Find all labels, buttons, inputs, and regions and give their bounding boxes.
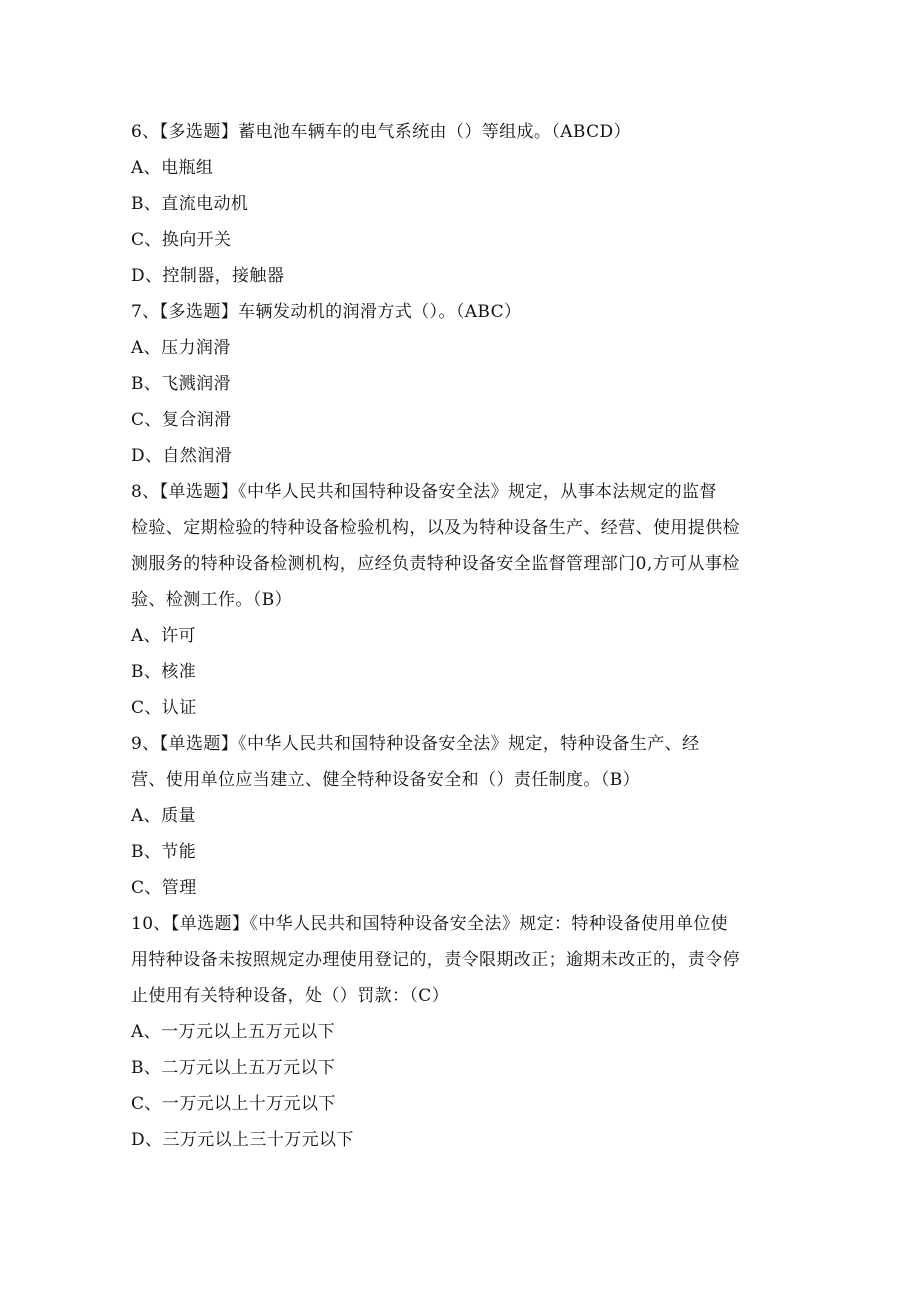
question-stem: 7、【多选题】车辆发动机的润滑方式（）。（ABC） <box>131 302 522 322</box>
question-stem-line-1: 8、【单选题】《中华人民共和国特种设备安全法》规定，从事本法规定的监督 <box>131 482 717 502</box>
option-d: D、自然润滑 <box>131 446 233 466</box>
question-stem-line-3: 止使用有关特种设备，处（）罚款：（C） <box>131 986 450 1006</box>
option-c: C、换向开关 <box>131 230 232 250</box>
question-stem-line-2: 营、使用单位应当建立、健全特种设备安全和（）责任制度。（B） <box>131 770 640 790</box>
option-a: A、一万元以上五万元以下 <box>131 1022 336 1042</box>
option-c: C、管理 <box>131 878 197 898</box>
question-6 <box>131 114 791 294</box>
option-d: D、三万元以上三十万元以下 <box>131 1130 354 1150</box>
question-stem-line-3: 测服务的特种设备检测机构，应经负责特种设备安全监督管理部门0,方可从事检 <box>131 554 740 574</box>
option-b: B、直流电动机 <box>131 194 249 214</box>
question-stem-line-2: 检验、定期检验的特种设备检验机构，以及为特种设备生产、经营、使用提供检 <box>131 518 740 538</box>
option-b: B、节能 <box>131 842 197 862</box>
question-list <box>131 114 791 1158</box>
option-a: A、质量 <box>131 806 196 826</box>
question-10 <box>131 906 791 1158</box>
question-stem-line-2: 用特种设备未按照规定办理使用登记的，责令限期改正；逾期未改正的，责令停 <box>131 950 740 970</box>
option-d: D、控制器，接触器 <box>131 266 285 286</box>
question-8 <box>131 474 791 726</box>
option-a: A、电瓶组 <box>131 158 214 178</box>
option-b: B、二万元以上五万元以下 <box>131 1058 336 1078</box>
option-b: B、核准 <box>131 662 197 682</box>
question-stem: 6、【多选题】蓄电池车辆车的电气系统由（）等组成。（ABCD） <box>131 122 631 142</box>
option-b: B、飞溅润滑 <box>131 374 231 394</box>
option-c: C、一万元以上十万元以下 <box>131 1094 336 1114</box>
question-stem-line-1: 10、【单选题】《中华人民共和国特种设备安全法》规定：特种设备使用单位使 <box>131 914 729 934</box>
question-7 <box>131 294 791 474</box>
option-c: C、认证 <box>131 698 197 718</box>
option-a: A、压力润滑 <box>131 338 231 358</box>
option-c: C、复合润滑 <box>131 410 232 430</box>
question-stem-line-4: 验、检测工作。（B） <box>131 590 292 610</box>
question-stem-line-1: 9、【单选题】《中华人民共和国特种设备安全法》规定，特种设备生产、经 <box>131 734 700 754</box>
option-a: A、许可 <box>131 626 196 646</box>
question-9 <box>131 726 791 906</box>
